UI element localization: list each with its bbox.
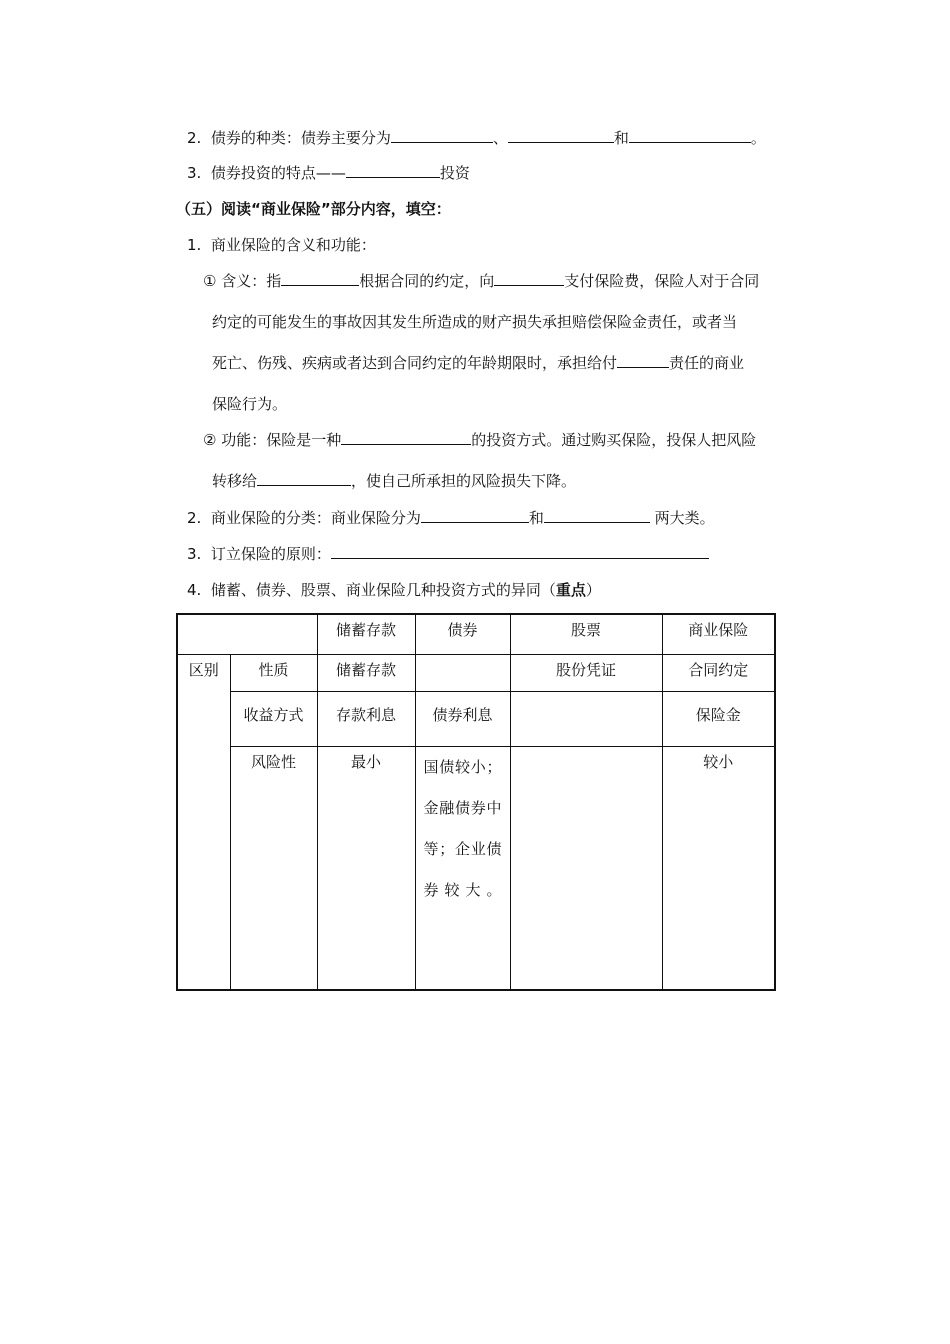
header-corner: [177, 614, 317, 654]
item-number: 3.: [187, 164, 202, 182]
separator: 和: [528, 509, 544, 527]
fill-blank[interactable]: [494, 271, 564, 286]
text: 的投资方式。通过购买保险，投保人把风险: [471, 431, 757, 449]
section-heading: [176, 199, 451, 219]
item-insurance-meaning: [187, 235, 376, 255]
comparison-table: [176, 613, 776, 991]
fill-blank[interactable]: [629, 128, 751, 143]
header-cell: 商业保险: [662, 614, 775, 654]
table-row: [177, 691, 775, 746]
text: 转移给: [212, 472, 258, 490]
group-label: 区别: [177, 654, 230, 990]
item-number: 2.: [187, 129, 202, 147]
meaning-line-2: [212, 312, 737, 332]
text: ，使自己所承担的风险损失下降。: [351, 472, 577, 490]
meaning-line-1: [203, 271, 759, 291]
item-text: 债券投资的特点——: [210, 164, 346, 182]
row-label: 性质: [230, 654, 317, 691]
table-cell: 存款利息: [317, 691, 415, 746]
header-cell: 股票: [510, 614, 662, 654]
punctuation: 。: [750, 129, 766, 147]
table-cell: 最小: [317, 746, 415, 990]
text: 保险行为。: [212, 395, 288, 413]
item-text: 商业保险的分类：商业保险分为: [210, 509, 421, 527]
table-row: [177, 746, 775, 990]
row-label: 风险性: [230, 746, 317, 990]
item-text: 订立保险的原则：: [210, 545, 331, 563]
heading-part: “商业保险”: [251, 200, 331, 218]
fill-blank[interactable]: [421, 508, 529, 523]
header-cell: 储蓄存款: [317, 614, 415, 654]
fill-blank[interactable]: [508, 128, 614, 143]
text: ① 含义：指: [203, 272, 282, 290]
item-text-end: 两大类。: [649, 509, 715, 527]
row-label: 收益方式: [230, 691, 317, 746]
heading-part: （五）阅读: [176, 200, 252, 218]
table-cell: [510, 746, 662, 990]
fill-blank[interactable]: [544, 508, 650, 523]
item-insurance-types: [187, 508, 715, 528]
fill-blank[interactable]: [331, 544, 709, 559]
item-bond-types: [187, 128, 766, 148]
table-cell: 股份凭证: [510, 654, 662, 691]
table-cell: [510, 691, 662, 746]
table-header-row: [177, 614, 775, 654]
item-text: 商业保险的含义和功能：: [210, 236, 376, 254]
meaning-line-3: [212, 353, 744, 373]
table-cell: 储蓄存款: [317, 654, 415, 691]
fill-blank[interactable]: [391, 128, 493, 143]
meaning-line-4: [212, 394, 287, 414]
text: 责任的商业: [669, 354, 745, 372]
text: 约定的可能发生的事故因其发生所造成的财产损失承担赔偿保险金责任，或者当: [212, 313, 738, 331]
text: 死亡、伤残、疾病或者达到合同约定的年龄期限时，承担给付: [212, 354, 618, 372]
separator: 和: [613, 129, 629, 147]
item-bond-feature: [187, 163, 470, 183]
table-cell: [415, 654, 510, 691]
text: ② 功能：保险是一种: [203, 431, 342, 449]
header-cell: 债券: [415, 614, 510, 654]
item-text: 债券的种类：债券主要分为: [210, 129, 391, 147]
separator: 、: [492, 129, 508, 147]
item-number: 3.: [187, 545, 202, 563]
function-line-2: [212, 471, 576, 491]
item-text: 储蓄、债券、股票、商业保险几种投资方式的异同（: [210, 581, 556, 599]
fill-blank[interactable]: [617, 353, 669, 368]
function-line-1: [203, 430, 756, 450]
table-cell: 债券利息: [415, 691, 510, 746]
fill-blank[interactable]: [346, 163, 440, 178]
punctuation: ）: [585, 581, 601, 599]
table-cell: 保险金: [662, 691, 775, 746]
table-row: [177, 654, 775, 691]
item-comparison: [187, 580, 601, 600]
fill-blank[interactable]: [281, 271, 359, 286]
item-number: 4.: [187, 581, 202, 599]
item-number: 1.: [187, 236, 202, 254]
table-cell: 较小: [662, 746, 775, 990]
table-cell: 国债较小；金融债券中等；企业债券较大。: [415, 746, 510, 990]
item-number: 2.: [187, 509, 202, 527]
fill-blank[interactable]: [341, 430, 471, 445]
table-cell: 合同约定: [662, 654, 775, 691]
fill-blank[interactable]: [257, 471, 351, 486]
item-insurance-principle: [187, 544, 709, 564]
text: 支付保险费，保险人对于合同: [564, 272, 760, 290]
heading-part: 部分内容，填空：: [330, 200, 451, 218]
text: 根据合同的约定，向: [359, 272, 495, 290]
item-text-end: 投资: [439, 164, 470, 182]
emphasis: 重点: [555, 581, 586, 599]
